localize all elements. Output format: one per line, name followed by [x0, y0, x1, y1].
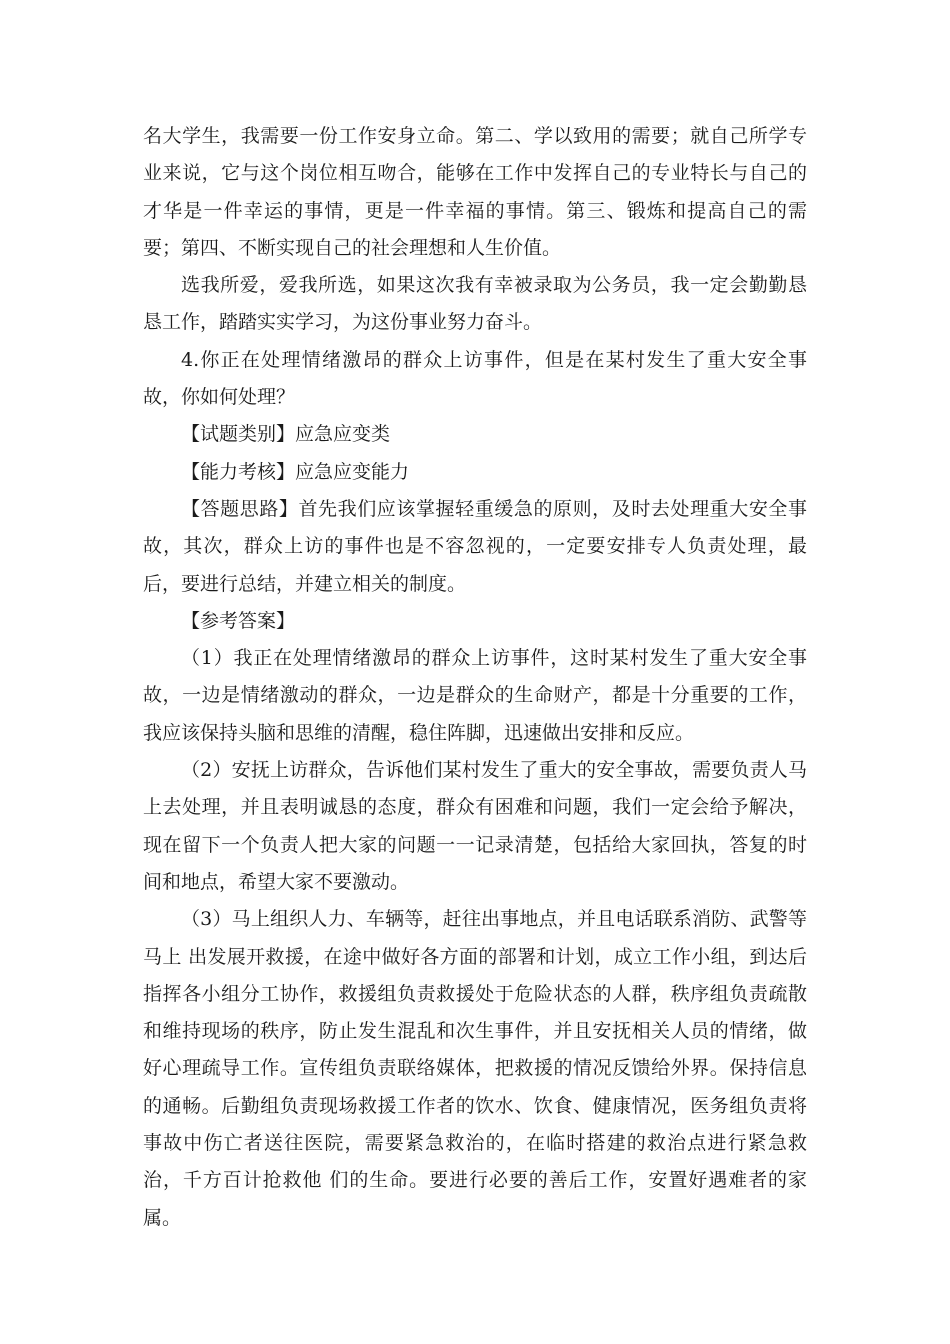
question-4: 4.你正在处理情绪激昂的群众上访事件，但是在某村发生了重大安全事故，你如何处理？	[143, 348, 807, 409]
ability-assessed: 【能力考核】应急应变能力	[181, 460, 410, 483]
answer-point-2: （2）安抚上访群众，告诉他们某村发生了重大的安全事故，需要负责人马上去处理，并且表明诚恳的态度，群众有困难和问题，我们一定会给予解决，现在留下一个负责人把大家的问题一一记录清楚，包括给大家回执，答复的时间和地点，希望大家不要激动。	[143, 759, 807, 893]
answer-point-3: （3）马上组织人力、车辆等，赶往出事地点，并且电话联系消防、武警等马上 出发展开救援，在途中做好各方面的部署和计划，成立工作小组，到达后指挥各小组分工协作，救援组负责救援处于危险状态的人群，秩序组负责疏散和维持现场的秩序，防止发生混乱和次生事件，并且安抚相关人员的情绪，做好心理疏导工作。宣传组负责联络媒体，把救援的情况反馈给外界。保持信息的通畅。后勤组负责现场救援工作者的饮水、饮食、健康情况，医务组负责将事故中伤亡者送往医院，需要紧急救治的，在临时搭建的救治点进行紧急救治，千方百计抢救他 们的生命。要进行必要的善后工作，安置好遇难者的家属。	[143, 908, 807, 1229]
paragraph-commitment: 选我所爱，爱我所选，如果这次我有幸被录取为公务员，我一定会勤勤恳恳工作，踏踏实实学习，为这份事业努力奋斗。	[143, 274, 807, 334]
question-category: 【试题类别】应急应变类	[181, 423, 391, 446]
paragraph-motivation-continued: 名大学生，我需要一份工作安身立命。第二、学以致用的需要；就自己所学专业来说，它与这个岗位相互吻合，能够在工作中发挥自己的专业特长与自己的才华是一件幸运的事情，更是一件幸福的事情。第三、锻炼和提高自己的需要；第四、不断实现自己的社会理想和人生价值。	[143, 125, 807, 259]
answer-approach: 【答题思路】首先我们应该掌握轻重缓急的原则，及时去处理重大安全事故，其次，群众上访的事件也是不容忽视的，一定要安排专人负责处理，最后，要进行总结，并建立相关的制度。	[143, 497, 807, 595]
answer-point-1: （1）我正在处理情绪激昂的群众上访事件，这时某村发生了重大安全事故，一边是情绪激动的群众，一边是群众的生命财产，都是十分重要的工作，我应该保持头脑和思维的清醒，稳住阵脚，迅速做出安排和反应。	[143, 647, 807, 744]
reference-answer-heading: 【参考答案】	[181, 609, 296, 632]
document-body	[143, 118, 807, 1237]
